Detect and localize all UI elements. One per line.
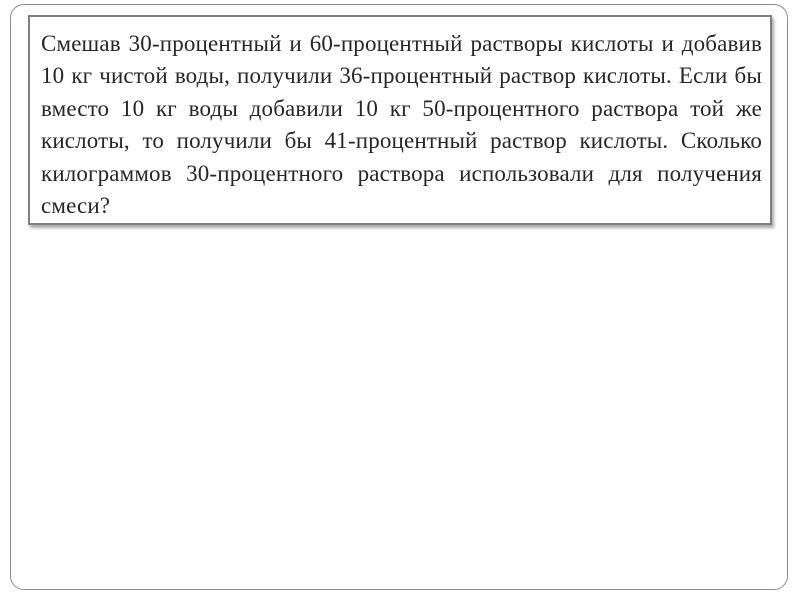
- slide-frame: [10, 4, 788, 590]
- problem-textbox: [28, 15, 772, 225]
- problem-text: Смешав 30-процентный и 60-процентный растворы кислоты и добавив 10 кг чистой воды, получили 36-процентный раствор кислоты. Если бы вместо 10 кг воды добавили 10 кг 50-процентного раствора той же кислоты, то получили бы 41-процентный раствор кислоты. Сколько килограммов 30-процентного раствора использовали для получения смеси?: [41, 31, 762, 219]
